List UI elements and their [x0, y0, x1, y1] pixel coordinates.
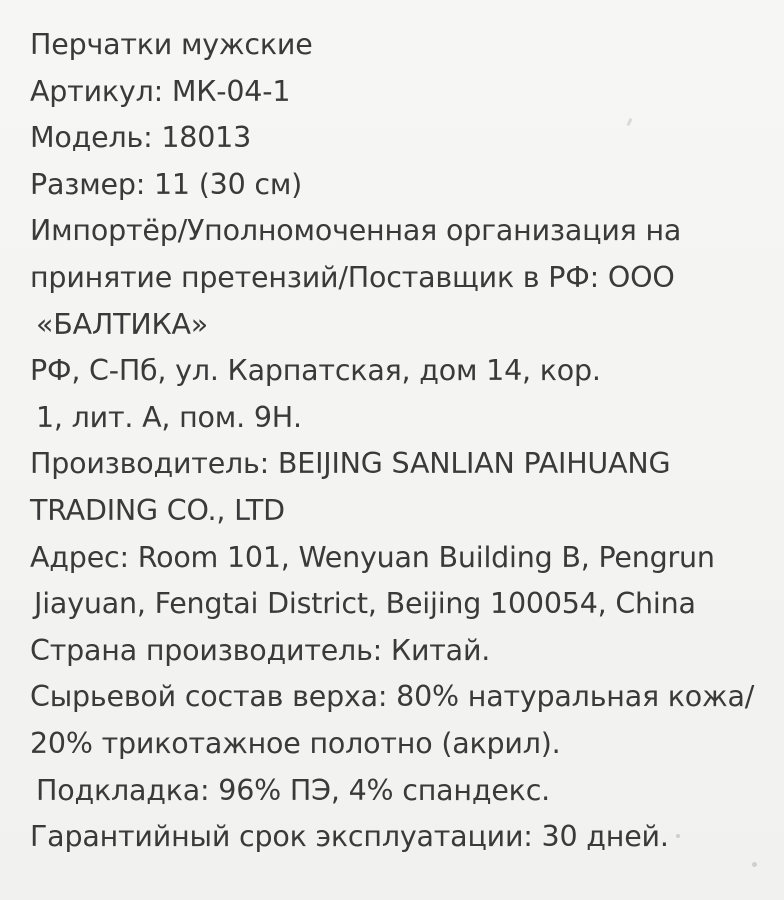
paper-speck [752, 862, 757, 867]
manufacturer-line-2: TRADING CO., LTD [30, 493, 285, 527]
manufacturer-address-line-1: Адрес: Room 101, Wenyuan Building B, Pengrun [30, 540, 715, 574]
lining-line: Подкладка: 96% ПЭ, 4% спандекс. [36, 773, 551, 807]
country-line: Страна производитель: Китай. [30, 633, 491, 667]
importer-address-line-2: 1, лит. А, пом. 9Н. [36, 400, 302, 434]
warranty-line: Гарантийный срок эксплуатации: 30 дней. [30, 820, 669, 854]
model-line: Модель: 18013 [30, 121, 252, 155]
paper-speck [676, 834, 680, 838]
product-name: Перчатки мужские [30, 28, 313, 61]
importer-line-1: Импортёр/Уполномоченная организация на [30, 214, 682, 248]
composition-line-2: 20% трикотажное полотно (акрил). [30, 726, 561, 760]
manufacturer-address-line-2: Jiayuan, Fengtai District, Beijing 100054, China [34, 587, 696, 621]
size-line: Размер: 11 (30 см) [30, 167, 303, 201]
importer-line-2: принятие претензий/Поставщик в РФ: ООО [30, 260, 675, 294]
importer-address-line-1: РФ, С-Пб, ул. Карпатская, дом 14, кор. [30, 354, 601, 388]
manufacturer-line-1: Производитель: BEIJING SANLIAN PAIHUANG [30, 447, 671, 481]
importer-name: «БАЛТИКА» [36, 307, 209, 341]
article-line: Артикул: МК-04-1 [30, 74, 291, 108]
composition-line-1: Сырьевой состав верха: 80% натуральная кожа/ [30, 680, 755, 714]
